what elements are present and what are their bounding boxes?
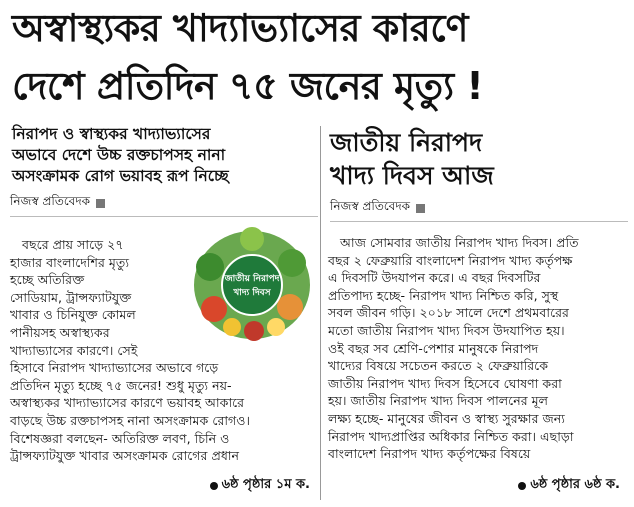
- left-byline-rule: [10, 216, 318, 217]
- left-subhead-line: অসংক্রামক রোগ ভয়াবহ রূপ নিচ্ছে: [12, 167, 229, 185]
- right-body-line: জাতীয় নিরাপদ খাদ্য দিবস হিসেবে ঘোষণা করা: [328, 375, 562, 391]
- right-continued: [518, 475, 620, 496]
- left-body-line: ট্রান্সফ্যাটযুক্ত খাবার অসংক্রামক রোগের প্রধান: [10, 448, 240, 464]
- left-body-line: অস্বাস্থ্যকর খাদ্যাভ্যাসের কারণে ভয়াবহ আকারে: [10, 395, 245, 411]
- right-body-line: বছর ২ ফেব্রুয়ারি বাংলাদেশ নিরাপদ খাদ্য কর্তৃপক্ষ: [328, 252, 573, 268]
- right-body-line: হয়। জাতীয় নিরাপদ খাদ্য দিবস পালনের মূল: [328, 393, 549, 409]
- right-title: [330, 126, 628, 192]
- left-subhead-line: অভাবে দেশে উচ্চ রক্তচাপসহ নানা: [12, 146, 226, 164]
- right-byline-text: নিজস্ব প্রতিবেদক: [330, 199, 411, 213]
- right-body-line: খাদ্যের বিষয়ে সচেতন করতে ২ ফেব্রুয়ারিকে: [328, 358, 549, 374]
- byline-square-icon: [96, 199, 105, 208]
- right-title-line: খাদ্য দিবস আজ: [330, 161, 494, 190]
- right-body-line: মতো জাতীয় নিরাপদ খাদ্য দিবস উদযাপিত হয়।: [328, 322, 565, 338]
- left-body-line: হাজার বাংলাদেশির মৃত্যু: [10, 254, 129, 270]
- left-body-line: বাড়ছে উচ্চ রক্তচাপসহ নানা অসংক্রামক রোগও।: [10, 412, 251, 428]
- right-body-line: ওই বছর সব শ্রেণি-পেশার মানুষকে নিরাপদ: [328, 340, 539, 356]
- right-article: [326, 124, 628, 504]
- column-divider: [320, 126, 321, 500]
- right-body-line: সবল জীবন গড়ি। ২০১৮ সালে দেশে প্রথমবারের: [328, 305, 569, 321]
- left-body-line: বছরে প্রায় সাড়ে ২৭: [22, 237, 124, 252]
- left-article: [6, 124, 318, 504]
- headline-line-2: দেশে প্রতিদিন ৭৫ জনের মৃত্যু !: [12, 64, 484, 108]
- left-body-line: প্রতিদিন মৃত্যু হচ্ছে ৭৫ জনের! শুধু মৃত্যু নয়-: [10, 377, 232, 393]
- left-byline-text: নিজস্ব প্রতিবেদক: [10, 194, 91, 208]
- left-body-line: বিশেষজ্ঞরা বলছেন- অতিরিক্ত লবণ, চিনি ও: [10, 430, 230, 446]
- left-continued-text: ৬ষ্ঠ পৃষ্ঠার ১ম ক.: [221, 477, 310, 492]
- left-continued: [210, 475, 310, 496]
- right-byline-rule: [330, 221, 628, 222]
- right-body-line: লক্ষ্য হচ্ছে- মানুষের জীবন ও স্বাস্থ্য সুরক্ষার জন্য: [328, 410, 565, 426]
- left-body: [10, 236, 316, 465]
- right-continued-text: ৬ষ্ঠ পৃষ্ঠার ৬ষ্ঠ ক.: [530, 477, 620, 492]
- headline-line-1: অস্বাস্থ্যকর খাদ্যাভ্যাসের কারণে: [12, 6, 469, 50]
- badge-caption-line-2: খাদ্য দিবস: [233, 288, 271, 298]
- left-body-line: হিসাবে নিরাপদ খাদ্যাভ্যাসের অভাবে গড়ে: [10, 360, 219, 376]
- right-title-line: জাতীয় নিরাপদ: [330, 128, 483, 157]
- right-body-line: এ দিবসটি উদযাপন করে। এ বছর দিবসটির: [328, 270, 541, 286]
- bullet-icon: [518, 482, 526, 490]
- left-body-line: পানীয়সহ অস্বাস্থ্যকর: [10, 324, 110, 340]
- left-subhead-line: নিরাপদ ও স্বাস্থ্যকর খাদ্যাভ্যাসের: [12, 125, 211, 143]
- right-body-line: বাংলাদেশ নিরাপদ খাদ্য কর্তৃপক্ষের বিষয়ে: [328, 446, 531, 462]
- left-body-line: খাবার ও চিনিযুক্ত কোমল: [10, 307, 136, 323]
- right-body: [328, 234, 628, 463]
- bullet-icon: [210, 482, 218, 490]
- left-subhead: [12, 124, 318, 187]
- left-body-line: হচ্ছে অতিরিক্ত: [10, 272, 85, 288]
- left-body-line: সোডিয়াম, ট্রান্সফ্যাটযুক্ত: [10, 289, 132, 305]
- right-body-line: প্রতিপাদ্য হচ্ছে- নিরাপদ খাদ্য নিশ্চিত করি, সুস্থ: [328, 287, 559, 303]
- right-body-line: নিরাপদ খাদ্যপ্রাপ্তির অধিকার নিশ্চিত করা। এছাড়া: [328, 428, 574, 444]
- byline-square-icon: [416, 204, 425, 213]
- right-byline: [330, 198, 628, 218]
- right-body-line: আজ সোমবার জাতীয় নিরাপদ খাদ্য দিবস। প্রতি: [340, 235, 579, 250]
- left-body-line: খাদ্যাভ্যাসের কারণে। সেই: [10, 342, 138, 358]
- left-byline: [10, 193, 318, 213]
- badge-caption-line-1: জাতীয় নিরাপদ: [224, 274, 280, 284]
